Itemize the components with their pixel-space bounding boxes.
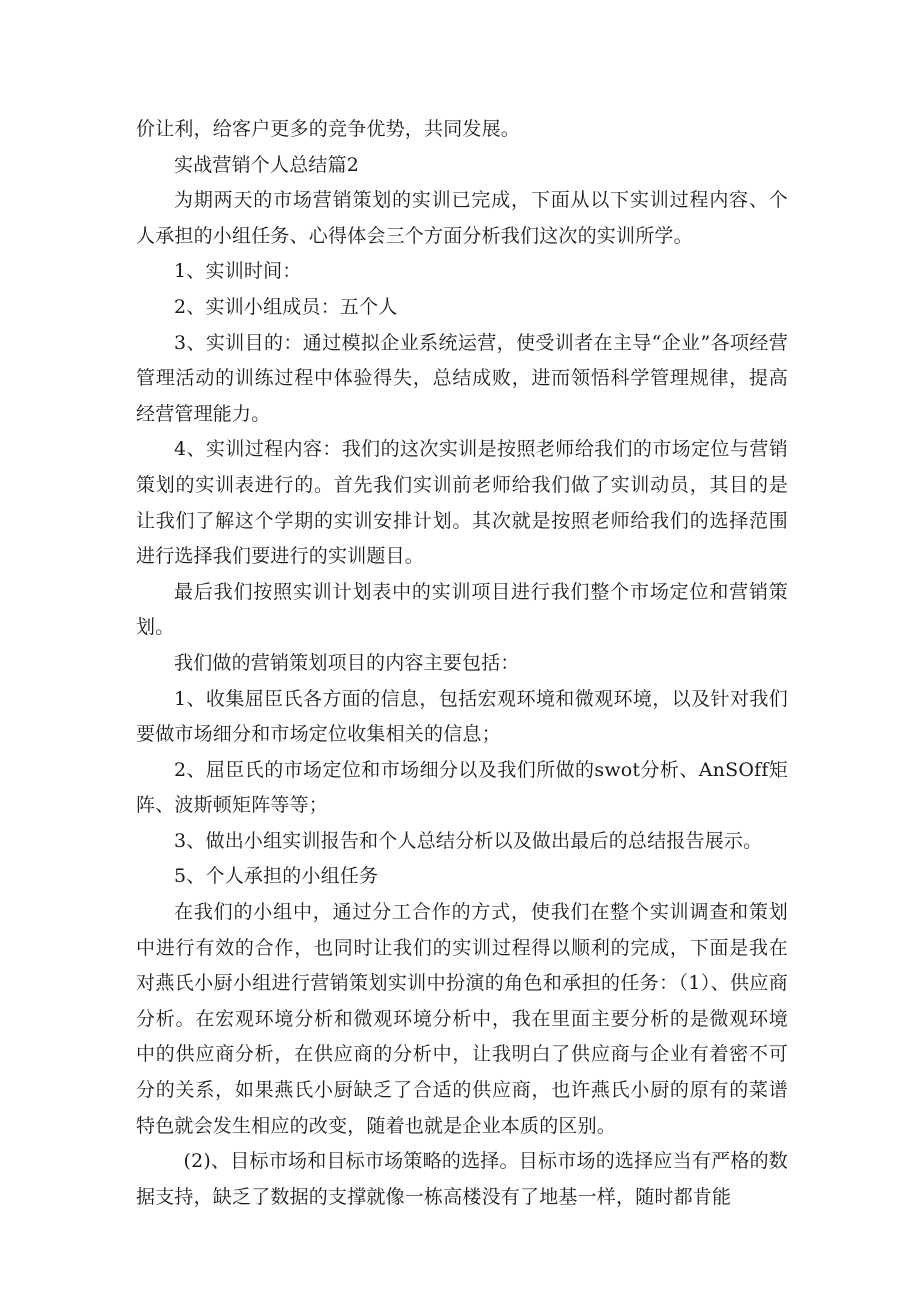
document-body bbox=[136, 112, 788, 1215]
list-item-training-content: 4、实训过程内容：我们的这次实训是按照老师给我们的市场定位与营销策划的实训表进行的。首先我们实训前老师给我们做了实训动员，其目的是让我们了解这个学期的实训安排计划。其次就是按照老师给我们的选择范围进行选择我们要进行的实训题目。 bbox=[136, 438, 788, 568]
list-item-training-time: 1、实训时间： bbox=[174, 260, 302, 283]
paragraph-target-market: (2)、目标市场和目标市场策略的选择。目标市场的选择应当有严格的数据支持，缺乏了数据的支撑就像一栋高楼没有了地基一样，随时都肯能 bbox=[136, 1150, 788, 1208]
list-item-collect-info: 1、收集屈臣氏各方面的信息，包括宏观环境和微观环境，以及针对我们要做市场细分和市场定位收集相关的信息； bbox=[136, 687, 788, 746]
paragraph-intro: 为期两天的市场营销策划的实训已完成，下面从以下实训过程内容、个人承担的小组任务、心得体会三个方面分析我们这次的实训所学。 bbox=[136, 189, 788, 247]
list-item-report: 3、做出小组实训报告和个人总结分析以及做出最后的总结报告展示。 bbox=[174, 829, 763, 852]
paragraph-project-scope: 我们做的营销策划项目的内容主要包括： bbox=[174, 651, 520, 674]
list-item-training-purpose: 3、实训目的：通过模拟企业系统运营，使受训者在主导“企业”各项经营管理活动的训练过程中体验得失，总结成败，进而领悟科学管理规律，提高经营管理能力。 bbox=[136, 331, 788, 425]
list-item-team-members: 2、实训小组成员：五个人 bbox=[174, 295, 398, 318]
paragraph-finally: 最后我们按照实训计划表中的实训项目进行我们整个市场定位和营销策划。 bbox=[136, 580, 788, 639]
list-item-market-positioning: 2、屈臣氏的市场定位和市场细分以及我们所做的swot分析、AnSOff矩阵、波斯顿矩阵等等； bbox=[136, 758, 788, 817]
paragraph-continuation: 价让利，给客户更多的竞争优势，共同发展。 bbox=[136, 118, 521, 140]
section-heading: 实战营销个人总结篇2 bbox=[174, 153, 360, 176]
list-item-personal-task: 5、个人承担的小组任务 bbox=[174, 865, 379, 888]
paragraph-teamwork: 在我们的小组中，通过分工合作的方式，使我们在整个实训调查和策划中进行有效的合作，也同时让我们的实训过程得以顺利的完成，下面是我在对燕氏小厨小组进行营销策划实训中扮演的角色和承担的任务：（1）、供应商分析。在宏观环境分析和微观环境分析中，我在里面主要分析的是微观环境中的供应商分析，在供应商的分析中，让我明白了供应商与企业有着密不可分的关系，如果燕氏小厨缺乏了合适的供应商，也许燕氏小厨的原有的菜谱特色就会发生相应的改变，随着也就是企业本质的区别。 bbox=[136, 901, 788, 1137]
